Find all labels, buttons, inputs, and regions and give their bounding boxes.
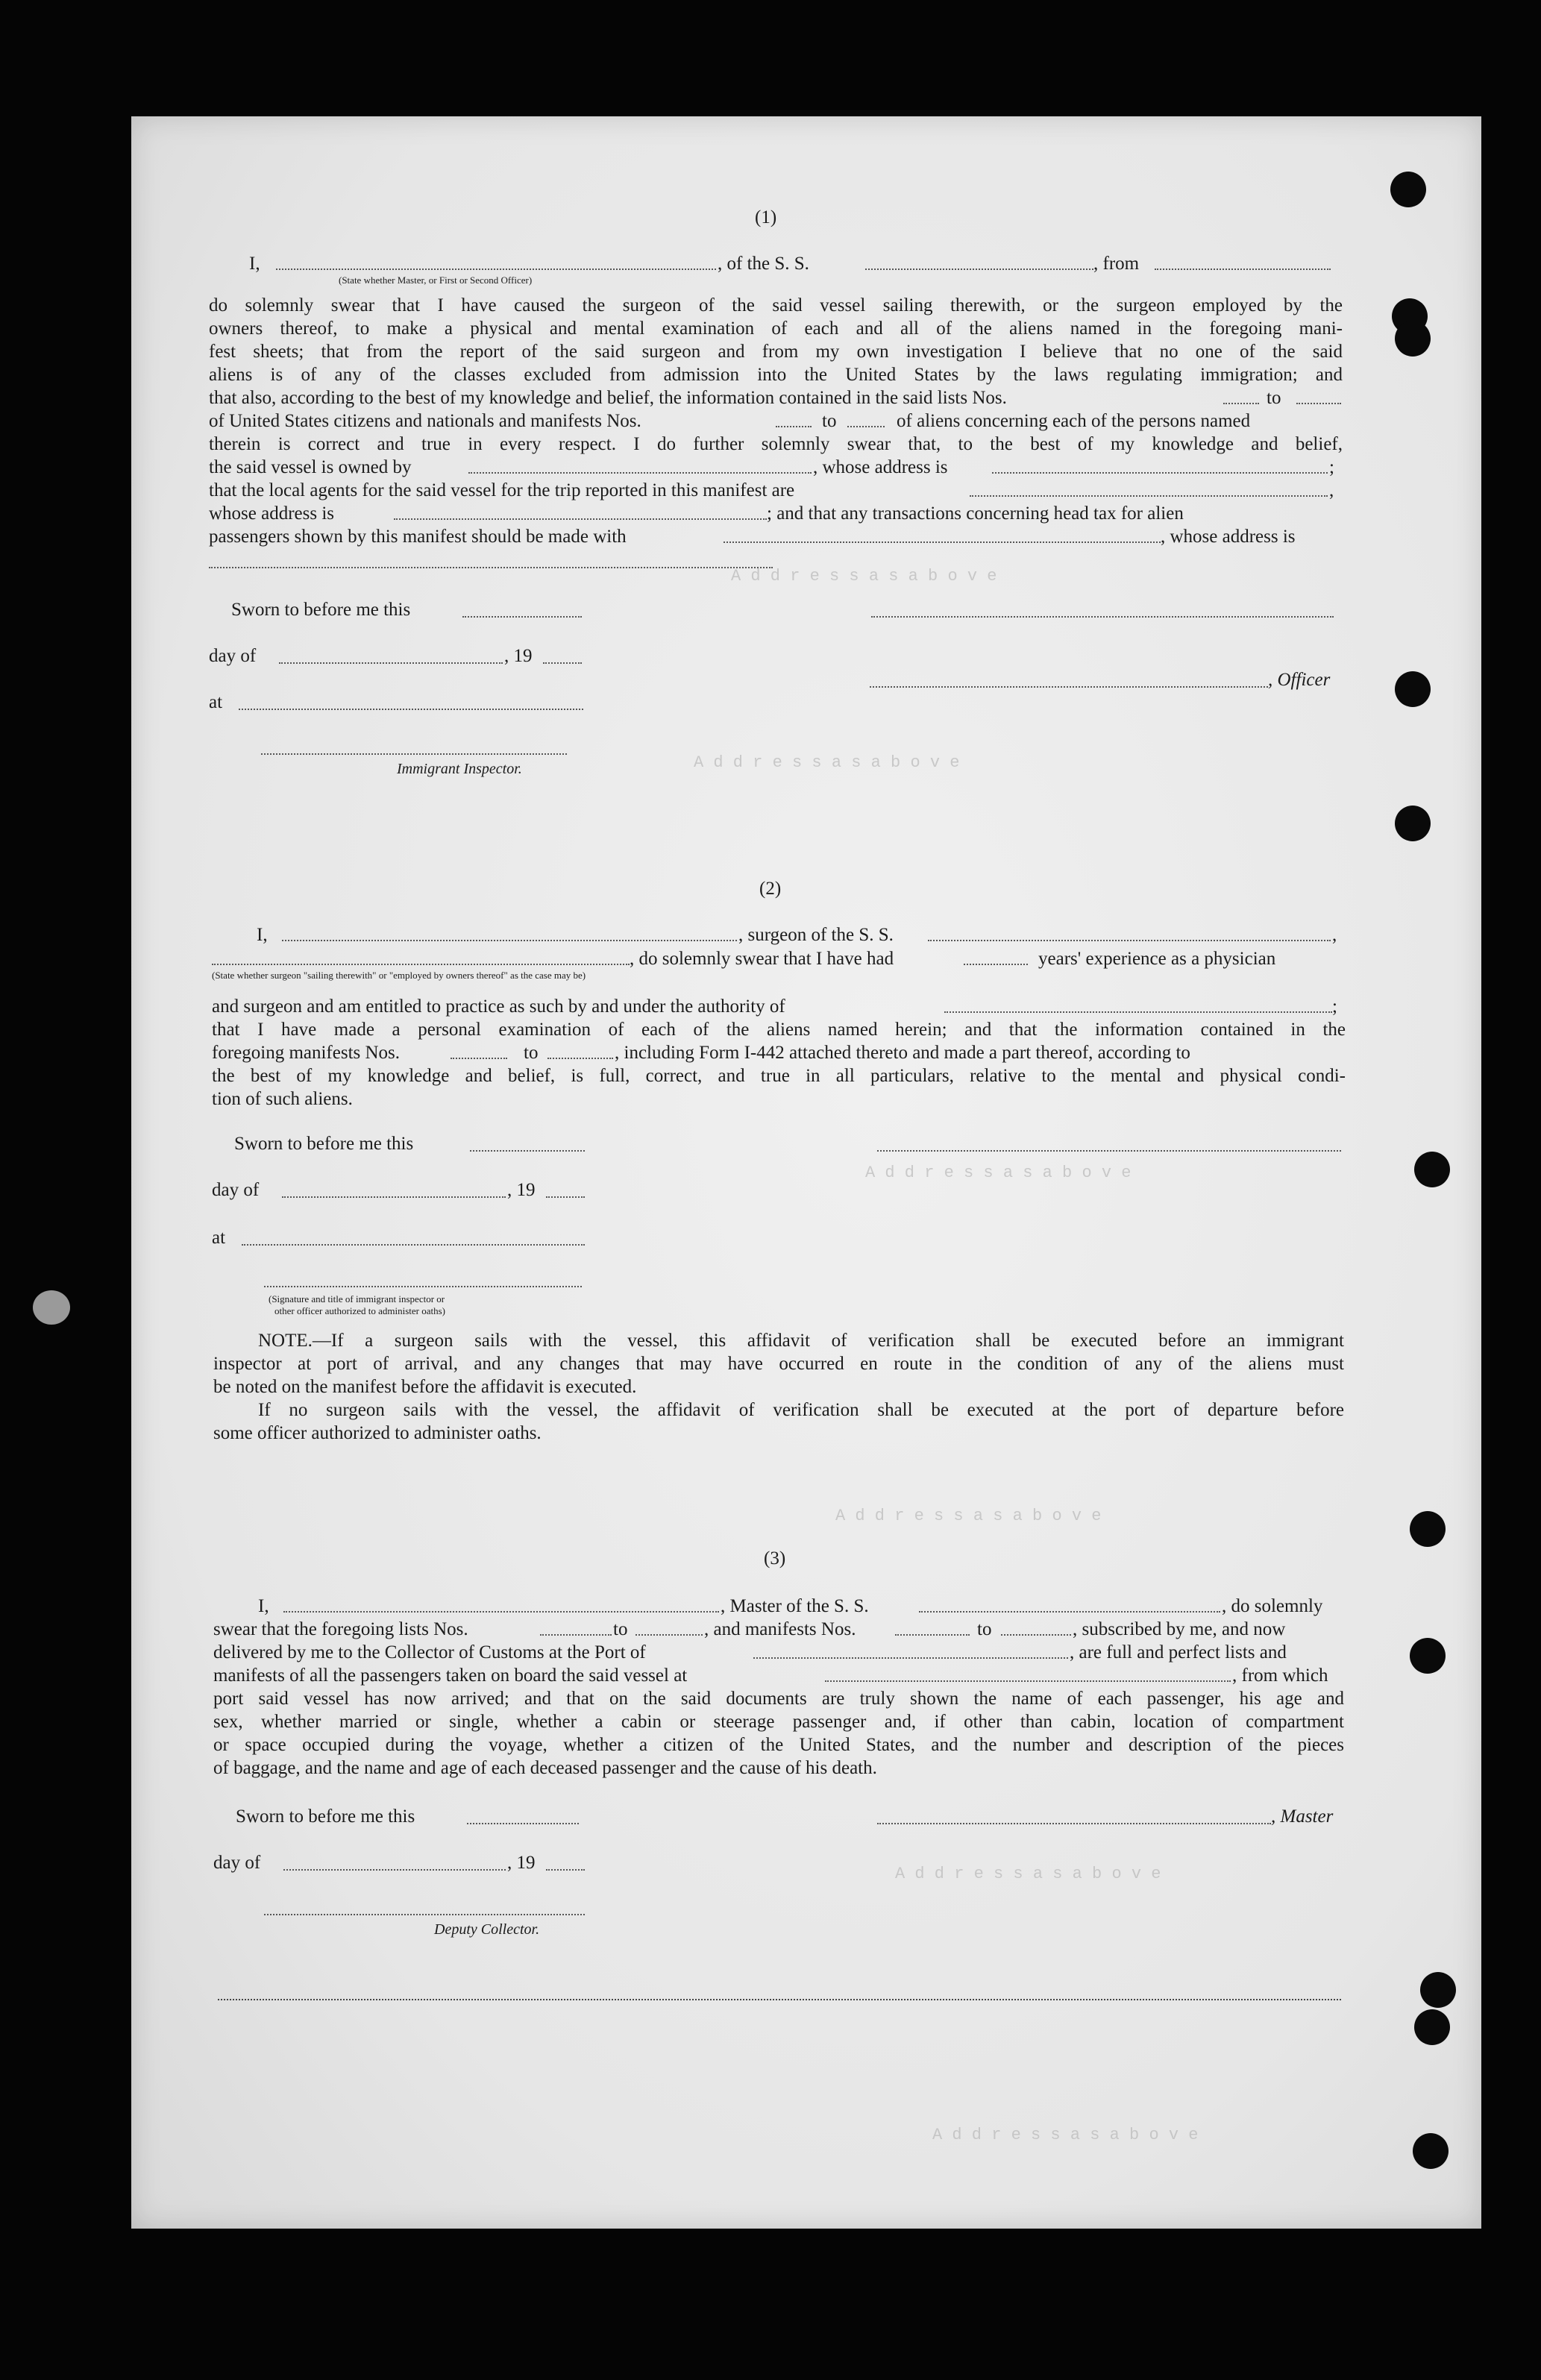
- s1-sworn: Sworn to before me this: [231, 600, 411, 620]
- s2-swear: , do solemnly swear that I have had: [630, 949, 894, 969]
- s3-l1b: to: [613, 1619, 628, 1639]
- s3-text-line: or space occupied during the voyage, whether a citizen of the United States, and the number and description of the pieces: [213, 1735, 1344, 1755]
- s3-day-of: day of: [213, 1853, 261, 1873]
- binder-hole: [1395, 321, 1431, 357]
- s1-at: at: [209, 692, 223, 712]
- s2-sig-note-2: other officer authorized to administer oaths): [274, 1305, 445, 1316]
- s2-note-line: inspector at port of arrival, and any changes that may have occurred en route in the condition of any of the aliens must: [213, 1354, 1344, 1374]
- lint-speck: [33, 1290, 70, 1325]
- s3-text-line: of baggage, and the name and age of each deceased passenger and the cause of his death.: [213, 1758, 877, 1778]
- s2-l3a: foregoing manifests Nos.: [212, 1043, 401, 1063]
- s1-from: , from: [1093, 254, 1140, 274]
- s2-semicolon: ;: [1332, 996, 1337, 1017]
- s2-note-line: If no surgeon sails with the vessel, the affidavit of verification shall be executed at the port of departure before: [258, 1400, 1344, 1420]
- s3-text-line: port said vessel has now arrived; and that on the said documents are truly shown the name of each passenger, his age and: [213, 1689, 1344, 1709]
- s3-l2b: , are full and perfect lists and: [1070, 1642, 1287, 1662]
- s2-sworn: Sworn to before me this: [234, 1134, 414, 1154]
- s2-nineteen: , 19: [507, 1180, 536, 1200]
- binder-hole: [1410, 1638, 1446, 1674]
- s2-surgeon-note: (State whether surgeon "sailing therewith" or "employed by owners thereof" as the case may be): [212, 970, 586, 981]
- binder-hole: [1414, 2009, 1450, 2045]
- s3-sworn: Sworn to before me this: [236, 1806, 415, 1827]
- s2-i: I,: [257, 925, 268, 945]
- s1-l10a: whose address is: [209, 503, 335, 524]
- s1-i: I,: [249, 254, 260, 274]
- s1-text-line: therein is correct and true in every respect. I do further solemnly swear that, to the best of my knowledge and belief,: [209, 434, 1343, 454]
- s1-nineteen: , 19: [504, 646, 533, 666]
- s2-note-line: be noted on the manifest before the affidavit is executed.: [213, 1377, 637, 1397]
- s2-comma: ,: [1332, 925, 1337, 945]
- s1-l6c: of aliens concerning each of the persons named: [897, 411, 1251, 431]
- s1-immigrant-inspector: Immigrant Inspector.: [397, 761, 522, 777]
- s1-text-line: aliens is of any of the classes excluded from admission into the United States by the laws regulating immigration; and: [209, 365, 1343, 385]
- s1-day-of: day of: [209, 646, 257, 666]
- s1-text-line: owners thereof, to make a physical and mental examination of each and all of the aliens named in the foregoing mani-: [209, 318, 1343, 339]
- s1-text-line: do solemnly swear that I have caused the surgeon of the said vessel sailing therewith, or the surgeon employed by the: [209, 295, 1343, 315]
- s1-l11b: , whose address is: [1161, 527, 1296, 547]
- bottom-rule: [218, 1999, 1341, 2000]
- binder-hole: [1414, 1152, 1450, 1187]
- binder-hole: [1395, 671, 1431, 707]
- s2-text-line: the best of my knowledge and belief, is full, correct, and true in all particulars, relative to the mental and physical condi-: [212, 1066, 1346, 1086]
- s2-text-line: that I have made a personal examination of each of the aliens named herein; and that the information contained in the: [212, 1020, 1346, 1040]
- s1-l8-semicolon: ;: [1329, 457, 1334, 477]
- s2-years: years' experience as a physician: [1038, 949, 1276, 969]
- s3-i: I,: [258, 1596, 269, 1616]
- s3-l3a: manifests of all the passengers taken on board the said vessel at: [213, 1665, 688, 1686]
- binder-hole: [1395, 806, 1431, 841]
- s1-l10b: ; and that any transactions concerning head tax for alien: [767, 503, 1184, 524]
- s2-at: at: [212, 1228, 226, 1248]
- s1-of-ss: , of the S. S.: [718, 254, 809, 274]
- s1-l9: that the local agents for the said vessel for the trip reported in this manifest are: [209, 480, 795, 500]
- s3-nineteen: , 19: [507, 1853, 536, 1873]
- s3-text-line: sex, whether married or single, whether a cabin or steerage passenger and, if other than cabin, location of compartment: [213, 1712, 1344, 1732]
- s1-officer-note: (State whether Master, or First or Second Officer): [339, 274, 533, 286]
- s1-l11a: passengers shown by this manifest should be made with: [209, 527, 627, 547]
- s2-note-line: some officer authorized to administer oaths.: [213, 1423, 542, 1443]
- binder-hole: [1413, 2133, 1449, 2169]
- s3-deputy-collector: Deputy Collector.: [434, 1921, 540, 1938]
- section-2-number: (2): [759, 879, 782, 899]
- s3-l1a: swear that the foregoing lists Nos.: [213, 1619, 468, 1639]
- s1-l8b: , whose address is: [813, 457, 948, 477]
- s2-note-line: NOTE.—If a surgeon sails with the vessel, this affidavit of verification shall be executed before an immigrant: [258, 1331, 1344, 1351]
- binder-hole: [1390, 172, 1426, 207]
- s2-l3b: to: [524, 1043, 539, 1063]
- binder-hole: [1420, 1972, 1456, 2008]
- s3-master-of: , Master of the S. S.: [721, 1596, 869, 1616]
- s1-officer-label: , Officer: [1268, 670, 1331, 690]
- s1-l5b: to: [1267, 388, 1281, 408]
- s1-l8a: the said vessel is owned by: [209, 457, 412, 477]
- section-3-number: (3): [764, 1548, 786, 1569]
- s2-text-line: tion of such aliens.: [212, 1089, 353, 1109]
- s3-l1c: , and manifests Nos.: [704, 1619, 856, 1639]
- s1-l6a: of United States citizens and nationals and manifests Nos.: [209, 411, 641, 431]
- s3-l1e: , subscribed by me, and now: [1073, 1619, 1286, 1639]
- s3-master-label: , Master: [1271, 1806, 1334, 1827]
- s3-l2a: delivered by me to the Collector of Customs at the Port of: [213, 1642, 646, 1662]
- s1-l9-comma: ,: [1329, 480, 1334, 500]
- s1-l6b: to: [822, 411, 837, 431]
- s2-l3c: , including Form I-442 attached thereto and made a part thereof, according to: [615, 1043, 1190, 1063]
- s3-l3b: , from which: [1232, 1665, 1328, 1686]
- s1-text-line: fest sheets; that from the report of the said surgeon and from my own investigation I believe that no one of the said: [209, 342, 1343, 362]
- s3-l1d: to: [977, 1619, 992, 1639]
- s2-l1: and surgeon and am entitled to practice as such by and under the authority of: [212, 996, 785, 1017]
- s3-solemnly: , do solemnly: [1222, 1596, 1323, 1616]
- s2-surgeon-of: , surgeon of the S. S.: [738, 925, 894, 945]
- s2-sig-note-1: (Signature and title of immigrant inspector or: [269, 1293, 445, 1304]
- binder-hole: [1410, 1511, 1446, 1547]
- s1-l5a: that also, according to the best of my knowledge and belief, the information contained in the said lists Nos.: [209, 388, 1007, 408]
- section-1-number: (1): [755, 207, 777, 227]
- s2-day-of: day of: [212, 1180, 260, 1200]
